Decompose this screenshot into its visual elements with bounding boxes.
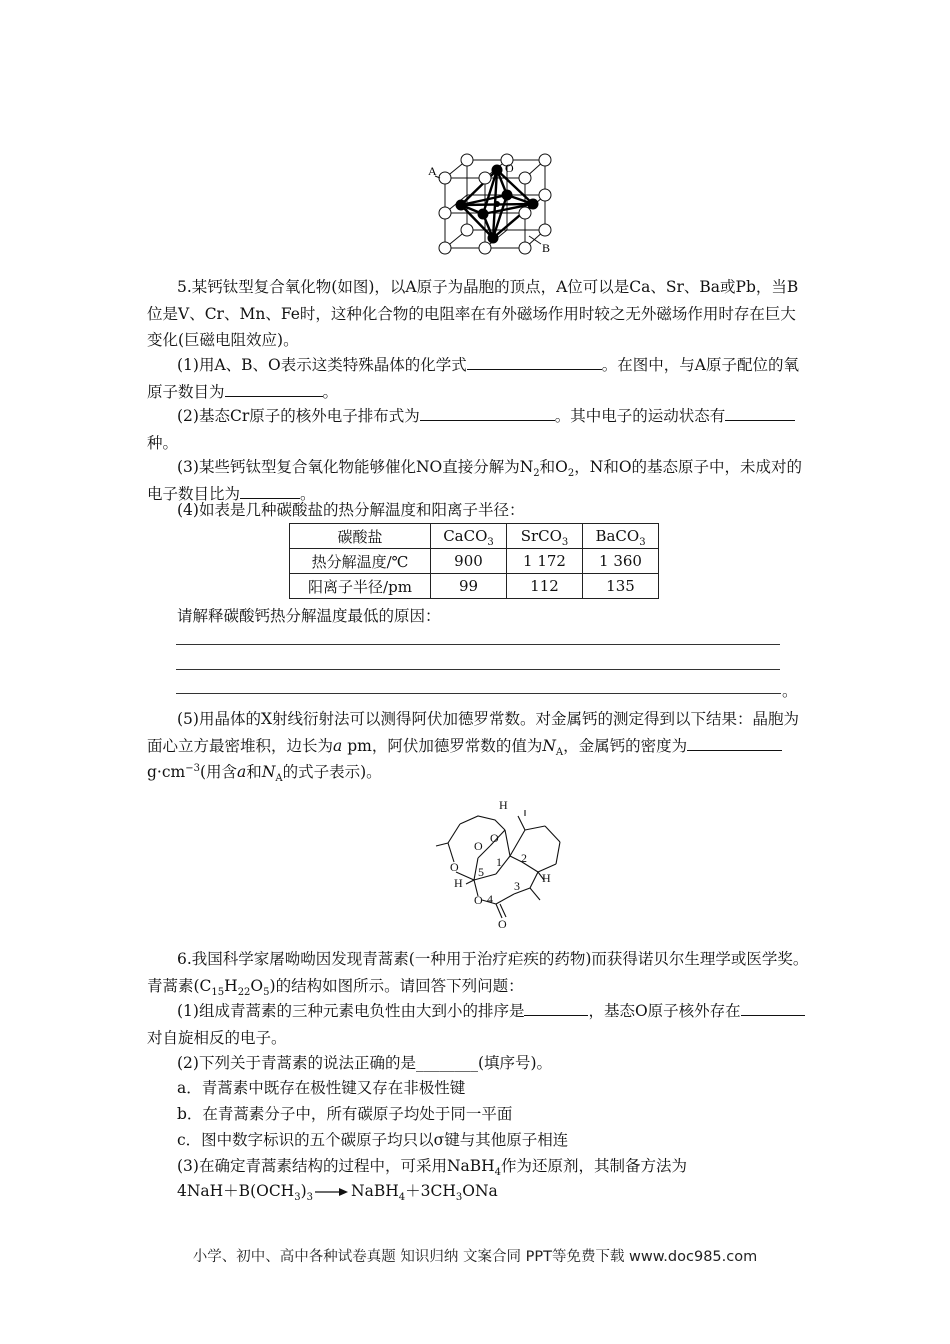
q5-explain-prompt: 请解释碳酸钙热分解温度最低的原因： [177,607,441,625]
q5-p5-text-c: ，金属钙的密度为 [563,736,688,755]
q6-p1-text-a: (1)组成青蒿素的三种元素电负性由大到小的排序是 [177,1002,525,1020]
answer-blank[interactable] [467,353,602,370]
var-a: a [237,763,247,781]
o-ring: O [450,860,459,874]
superscript: −3 [185,762,200,774]
q6-p3-text-b: 作为还原剂，其制备方法为 [501,1157,688,1175]
subscript: A [275,773,283,785]
q6-option-c: c．图中数字标识的五个碳原子均只以σ键与其他原子相连 [177,1131,569,1149]
h-top: H [499,798,508,812]
table-cell: 135 [583,574,659,599]
answer-blank[interactable] [225,380,323,397]
label-a: A [428,164,437,178]
subscript: 4 [398,1192,406,1204]
q5-intro: 5.某钙钛型复合氧化物(如图)，以A原子为晶胞的顶点，A位可以是Ca、Sr、Ba或Pb，当B位是V、Cr、Mn、Fe时，这种化合物的电阻率在有外磁场作用时较之无外磁场作用时存在巨大变化(巨磁电阻效应)。 [147,278,799,349]
answer-blank[interactable] [687,734,782,751]
q6-p1-text-b: ，基态O原子核外存在 [588,1002,741,1020]
eq-part-b: ) [300,1182,307,1200]
subscript: 4 [494,1167,502,1179]
o-peroxide-2: O [490,831,499,845]
answer-blank[interactable] [524,999,588,1016]
subscript: 2 [533,468,540,480]
o-carbonyl: O [498,917,507,931]
q6-option-b: b．在青蒿素分子中，所有碳原子均处于同一平面 [177,1105,513,1123]
q5-p5-text-b: pm，阿伏加德罗常数的值为 [342,736,543,755]
q6-part3 [147,1153,809,1180]
table-cell: 112 [507,574,583,599]
subscript: 5 [263,986,270,998]
answer-blank[interactable] [725,404,795,421]
page-footer: 小学、初中、高中各种试卷真题 知识归纳 文案合同 PPT等免费下载 www.doc985.com [192,1249,758,1265]
table-cell: 热分解温度/℃ [290,549,431,574]
table-header-cell: SrCO$_3$ [507,524,583,549]
subscript: 3 [306,1192,314,1204]
q5-p3-text-d: 。 [300,484,316,503]
eq-part-a: 4NaH＋B(OCH [177,1182,295,1200]
subscript: 3 [455,1192,463,1204]
end-mark: 。 [782,682,798,700]
q5-p2-text-a: (2)基态Cr原子的核外电子排布式为 [177,407,420,425]
eq-part-e: ONa [462,1182,498,1200]
table-header-cell: 碳酸盐 [290,524,431,549]
table-cell: 1 360 [583,549,659,574]
subscript: 2 [567,468,575,480]
number-5: 5 [478,865,484,879]
q6-part2: (2)下列关于青蒿素的说法正确的是________(填序号)。 [177,1054,553,1072]
subscript: A [555,746,564,758]
answer-line[interactable] [176,644,780,645]
var-na: N [261,763,276,781]
q6-intro [147,946,809,999]
q5-part4: (4)如表是几种碳酸盐的热分解温度和阳离子半径： [177,501,525,519]
var-na: N [542,736,556,755]
q5-p1-text-a: (1)用A、B、O表示这类特殊晶体的化学式 [177,356,467,374]
eq-part-d: ＋3CH [405,1182,456,1200]
number-3: 3 [514,879,520,893]
table-cell: 阳离子半径/pm [290,574,431,599]
table-header-cell: BaCO$_3$ [583,524,659,549]
answer-blank[interactable] [240,482,300,499]
q6-option-a: a．青蒿素中既存在极性键又存在非极性键 [177,1079,466,1097]
q5-p2-text-c: 种。 [147,433,179,452]
subscript: 15 [211,986,225,998]
q5-p1-text-b: 。在图中，与A原子配位的氧原子数目为 [147,356,799,401]
table-cell: 1 172 [507,549,583,574]
h-left: H [454,876,463,890]
q6-intro-c: O [250,976,264,995]
eq-part-c: NaBH [351,1182,399,1200]
q6-p1-text-c: 对自旋相反的电子。 [147,1028,287,1047]
answer-blank[interactable] [741,999,805,1016]
q5-p2-text-b: 。其中电子的运动状态有 [554,407,726,425]
reaction-arrow-icon [315,1187,349,1197]
q5-p5-text-a: (5)用晶体的X射线衍射法可以测得阿伏加德罗常数。对金属钙的测定得到以下结果：晶胞为面心立方最密堆积，边长为 [147,710,799,755]
table-header-cell: CaCO$_3$ [431,524,507,549]
table-cell: 900 [431,549,507,574]
number-2: 2 [521,851,527,865]
var-a: a [333,736,343,755]
q6-part1 [147,998,809,1051]
table-cell: 99 [431,574,507,599]
carbonate-table [289,523,659,599]
q5-part2 [147,403,809,456]
q5-p3-text-b: 和O [539,458,568,476]
q5-p3-text-c: ，N和O的基态原子中，未成对的电子数目比为 [147,458,803,503]
answer-blank[interactable] [420,404,555,421]
number-1: 1 [496,855,502,869]
o-peroxide-1: O [474,839,483,853]
table-row [290,574,659,599]
q6-p3-text-a: (3)在确定青蒿素结构的过程中，可采用NaBH [177,1157,495,1175]
q5-p5-text-f: 和 [246,763,262,781]
q5-p1-text-c: 。 [322,382,339,401]
q5-p5-text-g: 的式子表示)。 [282,763,382,781]
q6-equation [147,1178,809,1205]
q5-p5-text-d: g·cm [147,763,186,781]
q5-p3-text-a: (3)某些钙钛型复合氧化物能够催化NO直接分解为N [177,458,534,476]
subscript: 22 [237,986,251,998]
answer-line[interactable] [176,669,780,670]
q6-intro-d: )的结构如图所示。请回答下列问题： [269,976,524,995]
number-4: 4 [487,892,493,906]
q5-p5-text-e: (用含 [199,763,238,781]
artemisinin-structure-figure [430,796,570,931]
label-b: B [542,241,551,255]
answer-line[interactable] [176,693,781,694]
label-o: O [505,161,514,175]
h-right: H [542,871,551,885]
table-header-row [290,524,659,549]
table-row [290,549,659,574]
q6-intro-a: 6.我国科学家屠呦呦因发现青蒿素(一种用于治疗疟疾的药物)而获得诺贝尔生理学或医学奖。青蒿素(C [147,950,809,995]
subscript: 3 [294,1192,301,1204]
q5-part5 [147,706,809,786]
o-lactone: O [474,893,483,907]
q5-part1 [147,352,809,405]
q6-intro-b: H [224,976,238,995]
crystal-cell-figure [425,148,560,260]
